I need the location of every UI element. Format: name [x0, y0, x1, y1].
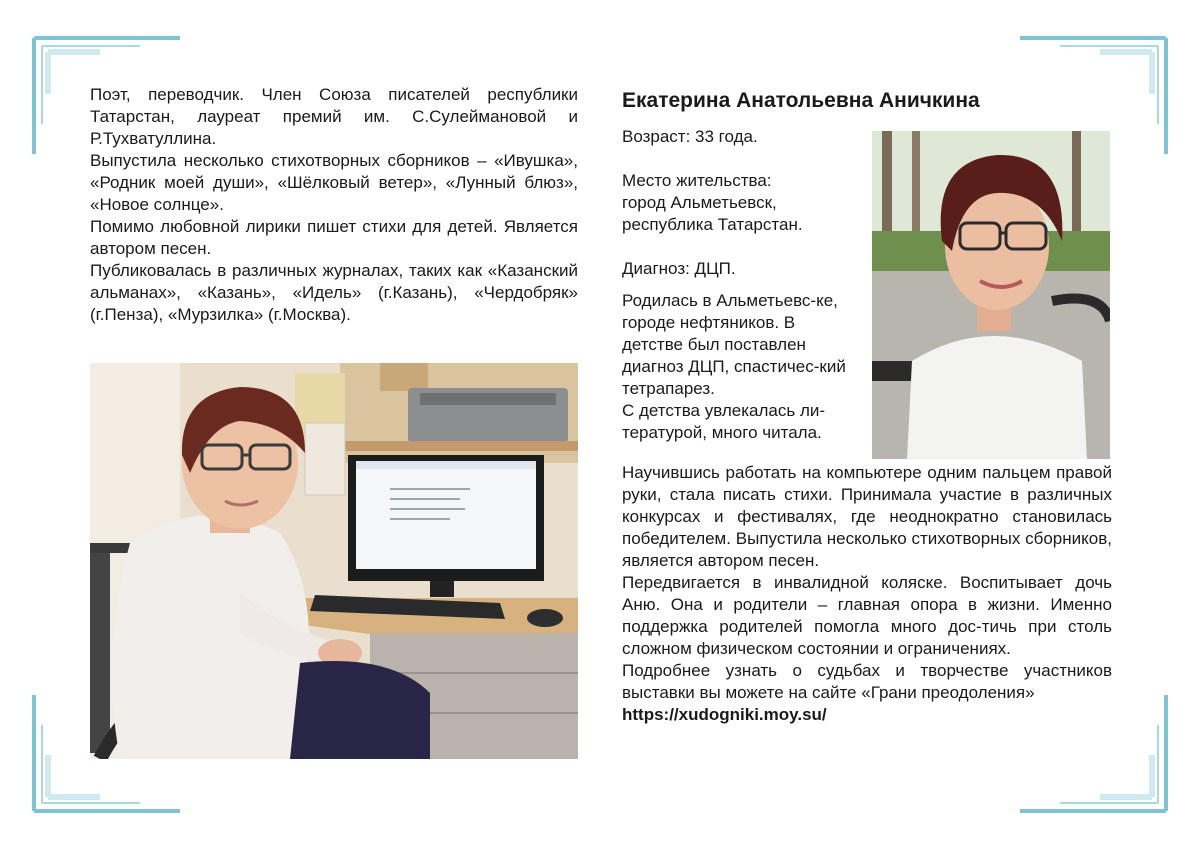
- photo-at-computer: [90, 363, 578, 759]
- profile-details: [622, 126, 854, 444]
- more-info-paragraph: Подробнее узнать о судьбах и творчестве участников выставки вы можете на сайте «Грани преодоления»: [622, 661, 1112, 702]
- diagnosis-line: Диагноз: ДЦП.: [622, 259, 736, 278]
- residence-label: Место жительства:: [622, 171, 772, 190]
- bio-narrow-paragraph: С детства увлекалась ли-тературой, много читала.: [622, 401, 826, 442]
- bio-full-section: [622, 462, 1112, 726]
- left-column: [90, 84, 578, 326]
- age-line: Возраст: 33 года.: [622, 127, 758, 146]
- bio-paragraph: Публиковалась в различных журналах, таких как «Казанский альманах», «Казань», «Идель» (г.Казань), «Чердобряк» (г.Пенза), «Мурзилка» (г.Москва).: [90, 261, 578, 324]
- bio-paragraph: Выпустила несколько стихотворных сборников – «Ивушка», «Родник моей души», «Шёлковый ветер», «Лунный блюз», «Новое солнце».: [90, 151, 578, 214]
- bio-full-paragraph: Передвигается в инвалидной коляске. Воспитывает дочь Аню. Она и родители – главная опора в жизни. Именно поддержка родителей помогла много дос-тичь при столь сложном физическом состоянии и ограничениях.: [622, 573, 1112, 658]
- person-name: Екатерина Анатольевна Аничкина: [622, 89, 980, 112]
- portrait-photo: [872, 131, 1110, 459]
- bio-narrow-paragraph: Родилась в Альметьевс-ке, городе нефтяников. В детстве был поставлен диагноз ДЦП, спастичес-кий тетрапарез.: [622, 291, 846, 398]
- bio-full-paragraph: Научившись работать на компьютере одним пальцем правой руки, стала писать стихи. Принимала участие в различных конкурсах и фестивалях, где неоднократно становилась победителем. Выпустила несколько стихотворных сборников, является автором песен.: [622, 463, 1112, 570]
- residence-city: город Альметьевск,: [622, 193, 777, 212]
- website-link[interactable]: https://xudogniki.moy.su/: [622, 705, 827, 724]
- bio-paragraph: Помимо любовной лирики пишет стихи для детей. Является автором песен.: [90, 217, 578, 258]
- residence-region: республика Татарстан.: [622, 215, 803, 234]
- bio-paragraph: Поэт, переводчик. Член Союза писателей республики Татарстан, лауреат премий им. С.Сулеймановой и Р.Тухватуллина.: [90, 85, 578, 148]
